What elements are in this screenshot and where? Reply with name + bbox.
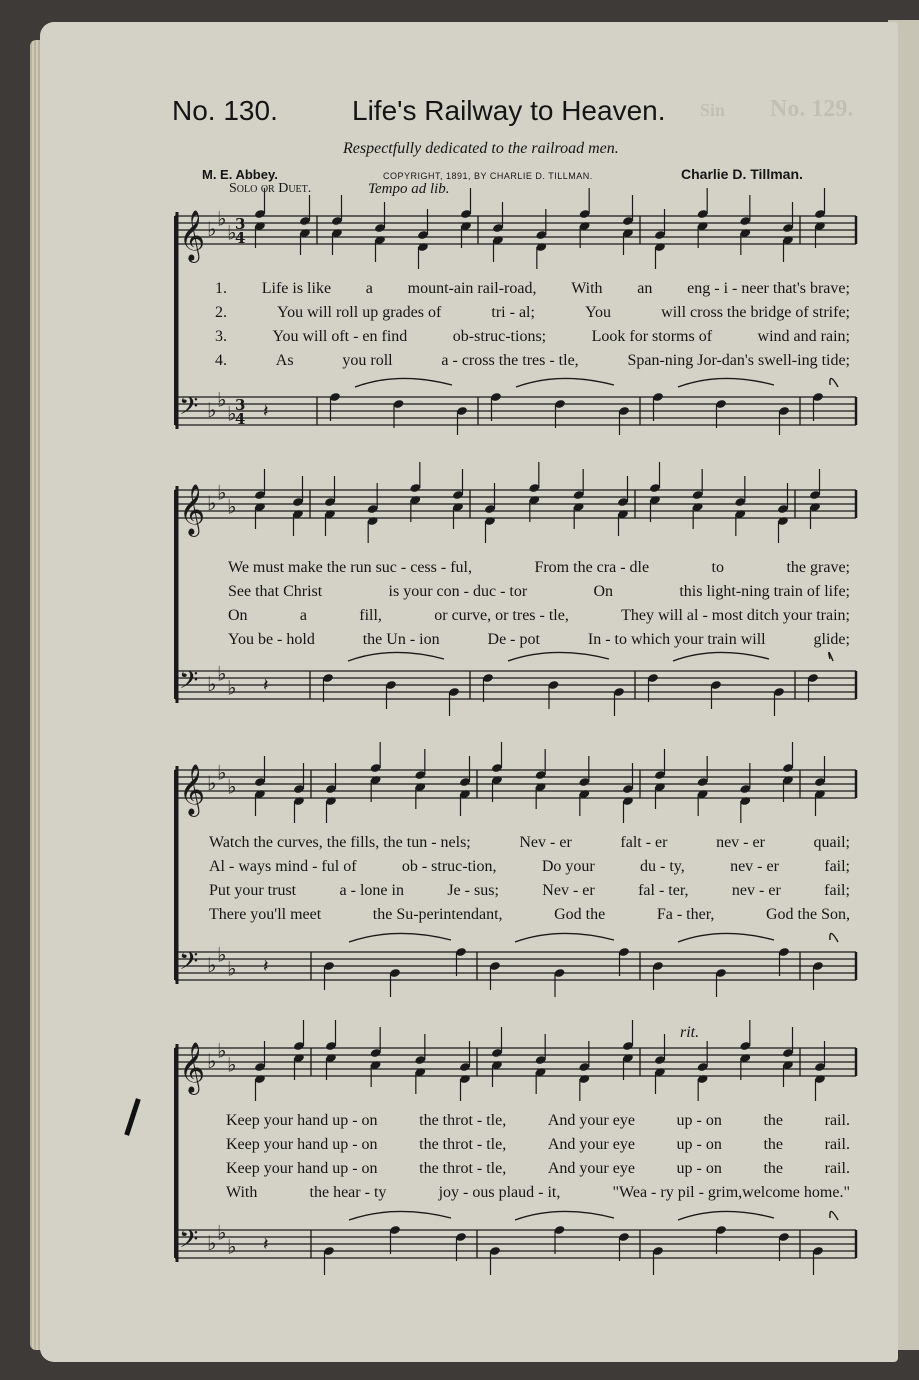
lyric-segment: a - cross the tres - tle, [441,352,579,369]
lyric-segment: Nev - er [542,882,595,899]
flat-sign-icon: ♭ [207,1049,217,1073]
slur [830,378,838,387]
lyric-segment: You will roll up grades of [277,304,442,321]
flat-sign-icon: ♭ [227,220,237,245]
hymn-title: Life's Railway to Heaven. [352,95,666,126]
lyric-segment: the throt - tle, [419,1160,507,1177]
lyric-segment: a - lone in [339,882,404,899]
flat-sign-icon: ♭ [217,387,227,412]
lyric-line [228,607,850,631]
slur [349,933,451,942]
lyric-segment: You be - hold [228,631,315,648]
lyricist-credit: M. E. Abbey. [202,167,278,182]
flat-sign-icon: ♭ [217,480,227,505]
lyric-segment: nev - er [730,858,779,875]
lyric-segment: We must make the run suc - cess - ful, [228,559,472,576]
flat-sign-icon: ♭ [207,1231,217,1255]
lyric-line [209,906,850,930]
lyric-line [228,559,850,583]
bass-clef-icon: 𝄢 [179,392,199,427]
lyric-segment: Do your [541,858,595,875]
lyric-line [209,858,850,882]
lyric-segment: you roll [342,352,393,369]
flat-sign-icon: ♭ [217,942,227,967]
lyric-segment: They will al - most ditch your train; [621,607,850,624]
hymn-number: No. 130. [172,95,278,126]
lyric-segment: the [763,1160,784,1177]
lyric-segment: God the [554,906,606,923]
dedication: Respectfully dedicated to the railroad men. [343,140,619,157]
lyric-segment: a [299,607,307,624]
rest-icon: 𝄽 [263,675,269,696]
lyric-segment: or curve, or tres - tle, [434,607,569,624]
bass-clef-icon: 𝄢 [179,947,199,982]
flat-sign-icon: ♭ [217,206,227,231]
lyric-segment: De - pot [487,631,540,648]
lyric-segment: quail; [813,834,850,851]
lyric-segment: fail; [824,882,850,899]
flat-sign-icon: ♭ [227,1234,237,1259]
flat-sign-icon: ♭ [227,956,237,981]
lyric-segment: 3. [215,328,227,345]
lyric-line [215,280,850,304]
slur [678,378,774,387]
lyric-segment: the grave; [786,559,850,576]
flat-sign-icon: ♭ [207,398,217,422]
lyric-line [215,304,850,328]
lyric-segment: will cross the bridge of strife; [661,304,850,321]
flat-sign-icon: ♭ [227,401,237,426]
lyric-segment: rail. [824,1112,850,1129]
lyric-segment: And your eye [547,1136,635,1153]
flat-sign-icon: ♭ [217,1038,227,1063]
slur [678,933,774,942]
flat-sign-icon: ♭ [207,771,217,795]
lyric-segment: With [571,280,603,297]
lyric-segment: the [763,1112,784,1129]
treble-clef-icon: 𝄞 [179,764,206,815]
lyric-segment: Keep your hand up - on [226,1136,378,1153]
lyric-segment: ob - struc-tion, [401,858,497,875]
slur [678,1211,774,1220]
lyric-segment: In - to which your train will [587,631,766,648]
treble-clef-icon: 𝄞 [179,484,206,535]
time-signature-bottom: 4 [235,410,246,428]
lyric-segment: With [226,1184,258,1201]
lyric-line [226,1136,850,1160]
lyric-segment: There you'll meet [209,906,322,923]
bass-clef-icon: 𝄢 [179,666,199,701]
slur [349,1211,451,1220]
flat-sign-icon: ♭ [217,760,227,785]
copyright-notice: COPYRIGHT, 1891, BY CHARLIE D. TILLMAN. [383,171,593,181]
rest-icon: 𝄽 [263,1234,269,1255]
lyric-segment: the throt - tle, [419,1136,507,1153]
slur [830,1211,838,1220]
rest-icon: 𝄽 [263,401,269,422]
lyric-line [215,352,850,376]
lyric-line [226,1112,850,1136]
lyric-segment: up - on [676,1136,722,1153]
flat-sign-icon: ♭ [207,953,217,977]
lyric-segment: From the cra - dle [534,559,650,576]
lyric-segment: Look for storms of [591,328,713,345]
flat-sign-icon: ♭ [227,774,237,799]
time-signature-bottom: 4 [235,229,246,247]
lyric-segment: You [585,304,612,321]
slur [515,1211,614,1220]
lyric-segment: the hear - ty [309,1184,387,1201]
lyric-segment: Keep your hand up - on [226,1160,378,1177]
tempo-marking: Tempo ad lib. [368,181,450,197]
lyric-segment: Keep your hand up - on [226,1112,378,1129]
lyric-segment: rail. [824,1160,850,1177]
lyric-segment: Fa - ther, [656,906,715,923]
composer-credit: Charlie D. Tillman. [681,166,803,182]
lyric-segment: up - on [676,1112,722,1129]
lyric-segment: 1. [215,280,227,297]
lyric-segment: the Su-perintendant, [372,906,503,923]
time-signature-top: 3 [235,215,246,233]
lyric-line [228,583,850,607]
lyric-segment: See that Christ [228,583,323,600]
lyric-segment: fill, [359,607,382,624]
lyric-segment: Watch the curves, the fills, the tun - nels; [209,834,471,851]
lyric-segment: rail. [824,1136,850,1153]
lyric-line [209,882,850,906]
lyric-segment: the throt - tle, [419,1112,507,1129]
show-through-word: Sin [700,100,726,120]
lyric-segment: a [365,280,373,297]
lyric-segment: Al - ways mind - ful of [209,858,357,875]
bass-clef-icon: 𝄢 [179,1225,199,1260]
slur [355,378,452,387]
flat-sign-icon: ♭ [217,1220,227,1245]
lyric-segment: du - ty, [640,858,685,875]
treble-clef-icon: 𝄞 [179,1042,206,1093]
ritardando-marking: rit. [680,1024,700,1041]
lyric-segment: tri - al; [491,304,535,321]
lyric-segment: ob-struc-tions; [452,328,547,345]
lyric-segment: an [637,280,653,297]
lyric-segment: fail; [824,858,850,875]
show-through-number: No. 129. [770,96,854,122]
lyric-segment: "Wea - ry pil - grim,welcome home." [612,1184,850,1201]
flat-sign-icon: ♭ [227,1052,237,1077]
lyric-segment: eng - i - neer that's brave; [687,280,850,297]
lyric-segment: 2. [215,304,227,321]
lyric-segment: And your eye [547,1160,635,1177]
flat-sign-icon: ♭ [217,661,227,686]
lyric-segment: And your eye [547,1112,635,1129]
slur [830,933,838,942]
lyric-segment: glide; [813,631,850,648]
flat-sign-icon: ♭ [207,217,217,241]
lyric-line [226,1184,850,1208]
lyric-segment: falt - er [620,834,668,851]
flat-sign-icon: ♭ [207,672,217,696]
lyric-segment: God the Son, [765,906,850,923]
lyric-segment: this light-ning train of life; [679,583,850,600]
lyric-segment: Span-ning Jor-dan's swell-ing tide; [627,352,850,369]
flat-sign-icon: ♭ [227,675,237,700]
lyric-line [215,328,850,352]
lyric-segment: On [228,607,248,624]
lyric-segment: nev - er [731,882,781,899]
lyric-line [209,834,850,858]
lyric-segment: the [763,1136,784,1153]
lyric-segment: Put your trust [209,882,297,899]
lyric-segment: On [593,583,614,600]
lyric-segment: the Un - ion [362,631,440,648]
lyric-segment: Je - sus; [447,882,499,899]
lyric-segment: joy - ous plaud - it, [438,1184,561,1201]
performance-instruction: Solo or Duet. [229,181,312,196]
lyric-segment: As [275,352,294,369]
lyric-segment: is your con - duc - tor [388,583,528,600]
lyric-line [228,631,850,655]
slur [516,378,614,387]
treble-clef-icon: 𝄞 [179,210,206,261]
lyric-segment: fal - ter, [638,882,689,899]
rest-icon: 𝄽 [263,956,269,977]
lyric-segment: nev - er [716,834,765,851]
time-signature-top: 3 [235,396,246,414]
lyric-segment: up - on [676,1160,722,1177]
lyric-segment: You will oft - en find [272,328,408,345]
lyric-segment: to [711,559,724,576]
lyric-segment: mount-ain rail-road, [407,280,537,297]
lyric-segment: Nev - er [519,834,572,851]
slur [515,933,614,942]
flat-sign-icon: ♭ [227,494,237,519]
flat-sign-icon: ♭ [207,491,217,515]
lyric-line [226,1160,850,1184]
lyric-segment: 4. [215,352,227,369]
lyric-segment: Life is like [261,280,332,297]
lyric-segment: wind and rain; [757,328,850,345]
